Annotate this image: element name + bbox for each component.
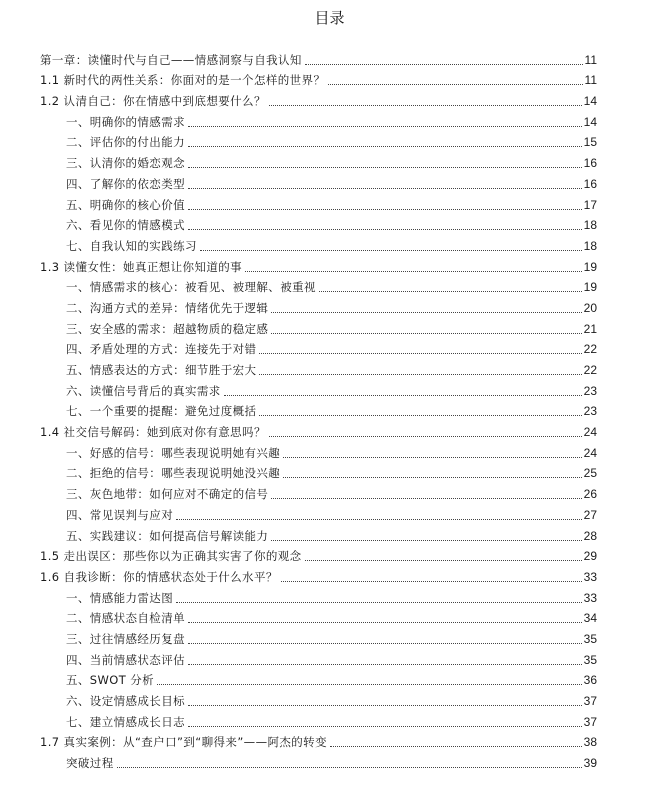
toc-entry-page-number: 20: [583, 300, 597, 315]
toc-entry[interactable]: [40, 502, 597, 523]
toc-entry-title: 第一章：读懂时代与自己——情感洞察与自我认知: [40, 52, 302, 67]
toc-entry-title: 一、明确你的情感需求: [66, 114, 185, 129]
toc-entry-title: 1.5 走出误区：那些你以为正确其实害了你的观念: [40, 549, 302, 564]
dot-leader: [188, 622, 582, 623]
toc-entry-page-number: 24: [583, 425, 597, 440]
dot-leader: [305, 64, 583, 65]
toc-entry-title: 1.6 自我诊断：你的情感状态处于什么水平？: [40, 569, 278, 584]
toc-entry-title: 五、明确你的核心价值: [66, 197, 185, 212]
toc-entry-title: 七、建立情感成长日志: [66, 714, 185, 729]
toc-entry-title: 二、沟通方式的差异：情绪优先于逻辑: [66, 300, 269, 315]
toc-entry-page-number: 23: [583, 383, 597, 398]
toc-entry-page-number: 37: [583, 714, 597, 729]
dot-leader: [188, 188, 582, 189]
dot-leader: [188, 664, 582, 665]
dot-leader: [157, 684, 582, 685]
toc-entry[interactable]: [40, 544, 597, 565]
toc-entry-title: 六、读懂信号背后的真实需求: [66, 383, 221, 398]
toc-entry[interactable]: [40, 295, 597, 316]
dot-leader: [188, 126, 582, 127]
dot-leader: [188, 209, 582, 210]
toc-entry-page-number: 16: [583, 156, 597, 171]
toc-entry-title: 1.2 认清自己：你在情感中到底想要什么？: [40, 94, 266, 109]
toc-entry-page-number: 25: [583, 466, 597, 481]
toc-entry[interactable]: [40, 585, 597, 606]
toc-entry-title: 二、评估你的付出能力: [66, 135, 185, 150]
dot-leader: [224, 395, 582, 396]
toc-entry-page-number: 33: [583, 569, 597, 584]
toc-entry-title: 突破过程: [66, 756, 114, 771]
dot-leader: [188, 229, 582, 230]
toc-entry-title: 1.1 新时代的两性关系：你面对的是一个怎样的世界？: [40, 73, 326, 88]
toc-entry[interactable]: [40, 213, 597, 234]
toc-entry-page-number: 11: [584, 52, 597, 67]
toc-entry-page-number: 34: [583, 611, 597, 626]
toc-entry-title: 三、灰色地带：如何应对不确定的信号: [66, 487, 269, 502]
toc-entry[interactable]: [40, 337, 597, 358]
toc-entry[interactable]: [40, 419, 597, 440]
toc-entry[interactable]: [40, 626, 597, 647]
toc-entry-page-number: 19: [583, 280, 597, 295]
toc-entry-page-number: 18: [583, 218, 597, 233]
dot-leader: [271, 333, 581, 334]
toc-entry-title: 三、安全感的需求：超越物质的稳定感: [66, 321, 269, 336]
toc-entry-title: 四、常见误判与应对: [66, 507, 174, 522]
toc-entry-page-number: 33: [583, 590, 597, 605]
toc-entry[interactable]: [40, 647, 597, 668]
dot-leader: [283, 477, 581, 478]
toc-entry-title: 1.4 社交信号解码：她到底对你有意思吗？: [40, 425, 266, 440]
toc-entry[interactable]: [40, 378, 597, 399]
toc-entry-title: 六、设定情感成长目标: [66, 694, 185, 708]
dot-leader: [305, 560, 582, 561]
dot-leader: [330, 746, 582, 747]
table-of-contents: [40, 47, 597, 771]
toc-entry[interactable]: [40, 233, 597, 254]
toc-entry-page-number: 21: [583, 321, 597, 336]
toc-entry-title: 五、情感表达的方式：细节胜于宏大: [66, 363, 257, 377]
dot-leader: [259, 415, 581, 416]
toc-entry-page-number: 23: [583, 404, 597, 419]
toc-entry[interactable]: [40, 47, 597, 68]
dot-leader: [188, 643, 582, 644]
dot-leader: [188, 705, 582, 706]
dot-leader: [259, 353, 581, 354]
toc-entry-title: 一、情感需求的核心：被看见、被理解、被重视: [66, 280, 316, 295]
dot-leader: [259, 374, 581, 375]
dot-leader: [117, 767, 582, 768]
toc-entry[interactable]: [40, 606, 597, 627]
toc-entry[interactable]: [40, 88, 597, 109]
toc-entry-title: 一、情感能力雷达图: [66, 590, 174, 605]
dot-leader: [176, 602, 582, 603]
dot-leader: [319, 291, 582, 292]
toc-entry[interactable]: [40, 109, 597, 130]
toc-entry-page-number: 11: [584, 73, 597, 88]
toc-entry-title: 二、情感状态自检清单: [66, 611, 185, 626]
toc-entry-title: 1.7 真实案例：从“查户口”到“聊得来”——阿杰的转变: [40, 735, 327, 750]
toc-entry-title: 五、实践建议：如何提高信号解读能力: [66, 528, 269, 543]
toc-entry[interactable]: [40, 68, 597, 89]
toc-entry-title: 七、一个重要的提醒：避免过度概括: [66, 404, 257, 419]
toc-entry[interactable]: [40, 523, 597, 544]
toc-entry-title: 一、好感的信号：哪些表现说明她有兴趣: [66, 445, 281, 460]
toc-entry[interactable]: [40, 668, 597, 689]
dot-leader: [188, 726, 582, 727]
toc-entry[interactable]: [40, 254, 597, 275]
toc-entry[interactable]: [40, 150, 597, 171]
toc-entry-title: 五、SWOT 分析: [66, 673, 155, 688]
toc-entry[interactable]: [40, 171, 597, 192]
toc-entry-page-number: 27: [583, 507, 597, 522]
toc-entry-title: 六、看见你的情感模式: [66, 218, 185, 233]
dot-leader: [188, 167, 582, 168]
toc-entry[interactable]: [40, 730, 597, 751]
toc-entry-title: 四、当前情感状态评估: [66, 652, 185, 667]
toc-entry-title: 二、拒绝的信号：哪些表现说明她没兴趣: [66, 466, 281, 481]
toc-entry-page-number: 38: [583, 735, 597, 750]
toc-entry[interactable]: [40, 709, 597, 730]
toc-entry-title: 1.3 读懂女性：她真正想让你知道的事: [40, 259, 243, 274]
toc-entry-page-number: 14: [583, 94, 597, 109]
toc-entry-page-number: 17: [583, 197, 597, 212]
dot-leader: [283, 457, 581, 458]
toc-entry[interactable]: [40, 750, 597, 771]
toc-entry[interactable]: [40, 130, 597, 151]
toc-entry-page-number: 35: [583, 631, 597, 646]
toc-entry-title: 七、自我认知的实践练习: [66, 238, 197, 253]
toc-entry-page-number: 28: [583, 528, 597, 543]
toc-entry-page-number: 19: [583, 259, 597, 274]
toc-entry[interactable]: [40, 461, 597, 482]
toc-entry-page-number: 26: [583, 487, 597, 502]
toc-entry-page-number: 36: [583, 673, 597, 688]
toc-entry-page-number: 29: [583, 549, 597, 564]
toc-entry-title: 三、过往情感经历复盘: [66, 631, 185, 646]
toc-entry-page-number: 18: [583, 238, 597, 253]
toc-entry[interactable]: [40, 440, 597, 461]
toc-entry[interactable]: [40, 275, 597, 296]
toc-entry-title: 四、了解你的依恋类型: [66, 176, 185, 191]
toc-entry-page-number: 35: [583, 652, 597, 667]
dot-leader: [188, 146, 582, 147]
dot-leader: [281, 581, 582, 582]
dot-leader: [328, 84, 582, 85]
toc-entry-page-number: 15: [583, 135, 597, 150]
toc-entry[interactable]: [40, 357, 597, 378]
toc-entry-title: 四、矛盾处理的方式：连接先于对错: [66, 342, 257, 357]
dot-leader: [269, 105, 582, 106]
dot-leader: [176, 519, 582, 520]
dot-leader: [269, 436, 582, 437]
toc-entry-page-number: 39: [583, 756, 597, 771]
toc-entry[interactable]: [40, 399, 597, 420]
toc-entry-title: 三、认清你的婚恋观念: [66, 156, 185, 171]
dot-leader: [245, 271, 582, 272]
toc-entry[interactable]: [40, 688, 597, 709]
dot-leader: [200, 250, 582, 251]
toc-entry[interactable]: [40, 481, 597, 502]
dot-leader: [271, 498, 581, 499]
toc-entry-page-number: 24: [583, 445, 597, 460]
page-title: 目录: [314, 9, 345, 27]
toc-entry-page-number: 37: [583, 694, 597, 708]
toc-entry-page-number: 22: [583, 342, 597, 357]
dot-leader: [271, 312, 581, 313]
toc-entry[interactable]: [40, 564, 597, 585]
dot-leader: [271, 540, 581, 541]
toc-entry-page-number: 22: [583, 363, 597, 377]
toc-entry[interactable]: [40, 192, 597, 213]
toc-entry-page-number: 14: [583, 114, 597, 129]
toc-entry-page-number: 16: [583, 176, 597, 191]
toc-entry[interactable]: [40, 316, 597, 337]
